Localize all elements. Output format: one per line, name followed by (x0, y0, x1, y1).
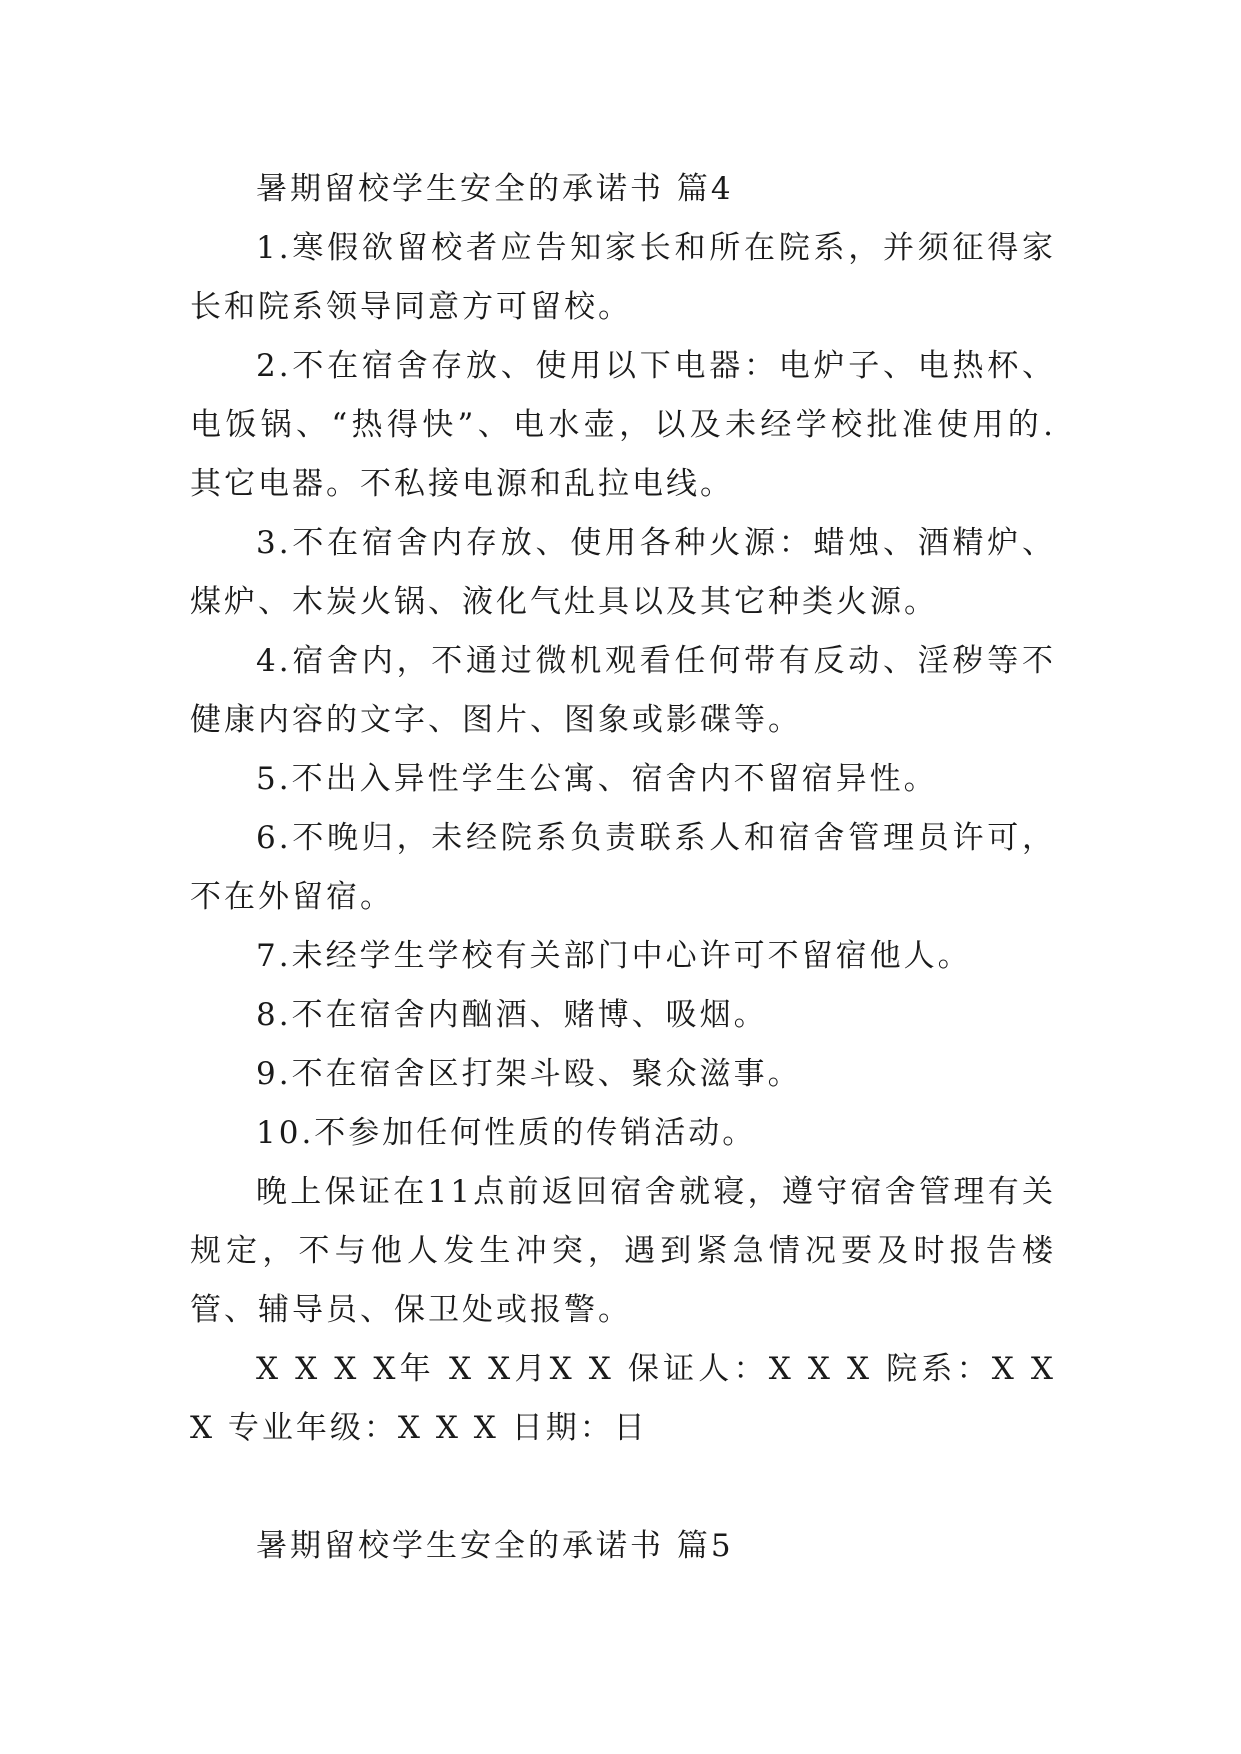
paragraph-4: 4.宿舍内，不通过微机观看任何带有反动、淫秽等不健康内容的文字、图片、图象或影碟等。 (190, 643, 1056, 738)
paragraph-2: 2.不在宿舍存放、使用以下电器：电炉子、电热杯、电饭锅、“热得快”、电水壶，以及未经学校批准使用的.其它电器。不私接电源和乱拉电线。 (190, 348, 1056, 502)
paragraph-6: 6.不晚归，未经院系负责联系人和宿舍管理员许可，不在外留宿。 (190, 820, 1056, 915)
document-content (190, 160, 1056, 1576)
section-title: 暑期留校学生安全的承诺书 篇5 (256, 1528, 734, 1564)
paragraph-signature: X X X X年 X X月X X 保证人：X X X 院系：X X X 专业年级：X X X 日期：日 (190, 1351, 1056, 1446)
paragraph-5: 5.不出入异性学生公寓、宿舍内不留宿异性。 (256, 761, 938, 797)
paragraph-3: 3.不在宿舍内存放、使用各种火源：蜡烛、酒精炉、煤炉、木炭火锅、液化气灶具以及其它种类火源。 (190, 525, 1056, 620)
paragraph-8: 8.不在宿舍内酗酒、赌博、吸烟。 (256, 997, 768, 1033)
paragraph-9: 9.不在宿舍区打架斗殴、聚众滋事。 (256, 1056, 802, 1092)
paragraph-7: 7.未经学生学校有关部门中心许可不留宿他人。 (256, 938, 972, 974)
paragraph-1: 1.寒假欲留校者应告知家长和所在院系，并须征得家长和院系领导同意方可留校。 (190, 230, 1056, 325)
paragraph-pledge: 晚上保证在11点前返回宿舍就寝，遵守宿舍管理有关规定，不与他人发生冲突，遇到紧急情况要及时报告楼管、辅导员、保卫处或报警。 (190, 1174, 1056, 1328)
section-title: 暑期留校学生安全的承诺书 篇4 (256, 171, 734, 207)
section-gap (190, 1458, 1056, 1517)
paragraph-10: 10.不参加任何性质的传销活动。 (256, 1115, 757, 1151)
